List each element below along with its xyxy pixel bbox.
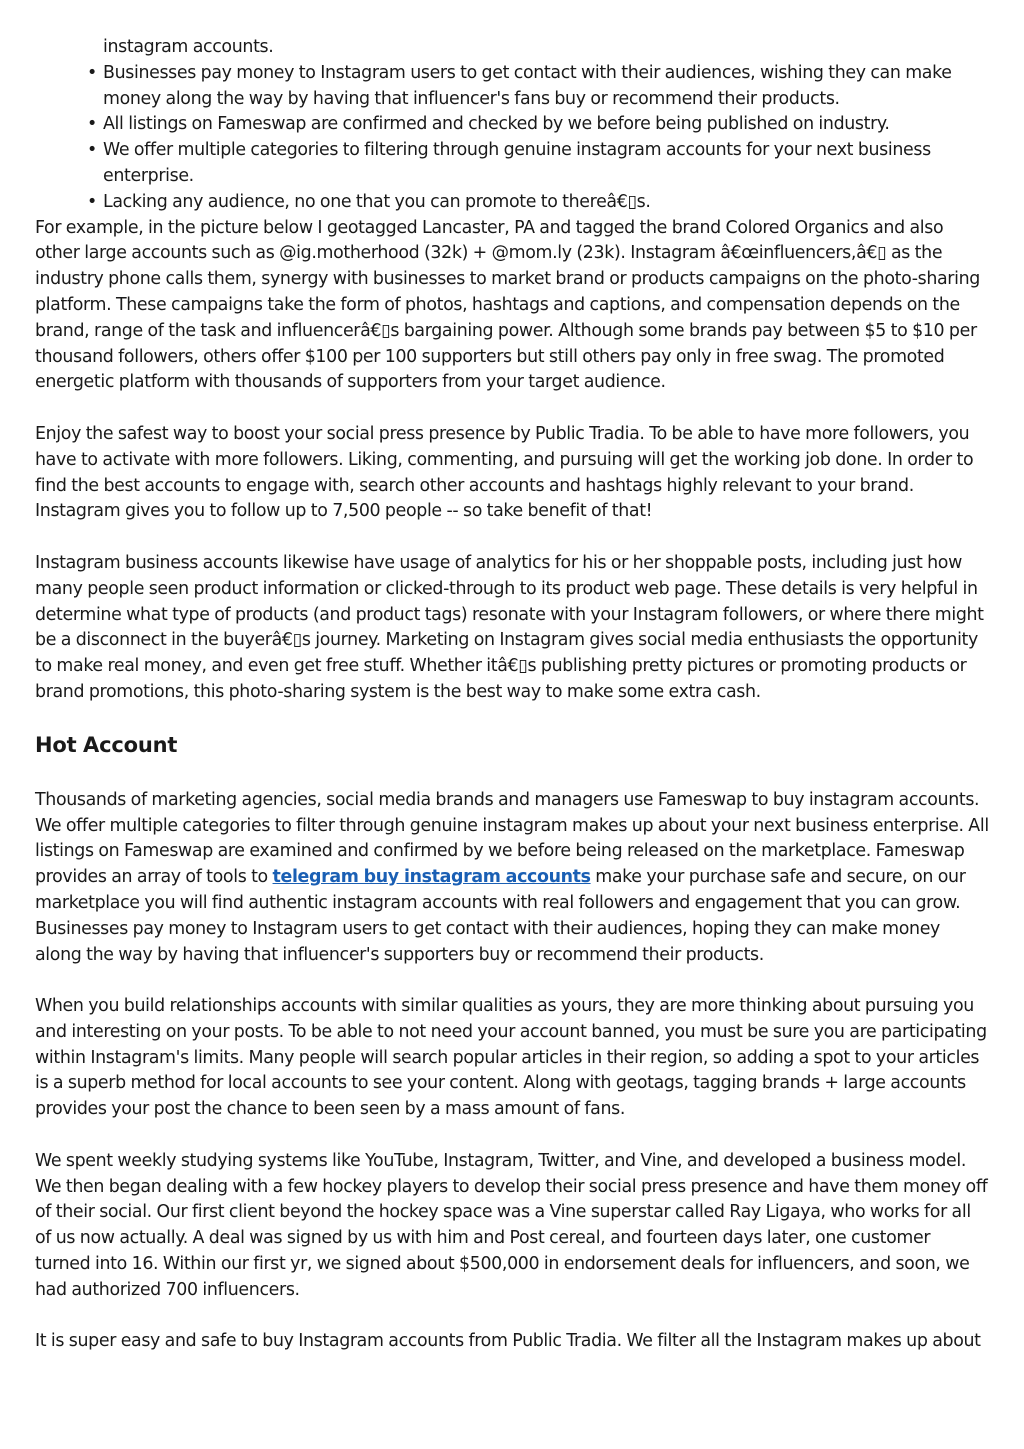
list-item: • Lacking any audience, no one that you can promote to thereâ€▯s.: [103, 190, 990, 216]
telegram-buy-instagram-accounts-link[interactable]: telegram buy instagram accounts: [272, 867, 591, 888]
paragraph: When you build relationships accounts with similar qualities as yours, they are more thinking about pursuing you and interesting on your posts. To be able to not need your account banned, you must be sure you are participating within Instagram's limits. Many people will search popular articles in their region, so adding a spot to your articles is a superb method for local accounts to see your content. Along with geotags, tagging brands + large accounts provides your post the chance to been seen by a mass amount of fans.: [35, 996, 987, 1120]
bullet-icon: •: [87, 62, 97, 83]
paragraph: For example, in the picture below I geotagged Lancaster, PA and tagged the brand Colored Organics and also other large accounts such as @ig.motherhood (32k) + @mom.ly (23k). Instagram â€œinfluencers,â€▯ as the industry phone calls them, synergy with businesses to market brand or products campaigns on the photo-sharing platform. These campaigns take the form of photos, hashtags and captions, and compensation depends on the brand, range of the task and influencerâ€▯s bargaining power. Although some brands pay between $5 to $10 per thousand followers, others offer $100 per 100 supporters but still others pay only in free swag. The promoted energetic platform with thousands of supporters from your target audience.: [35, 217, 980, 393]
bullet-icon: •: [87, 140, 97, 161]
bullet-icon: •: [87, 191, 97, 212]
bullet-icon: •: [87, 114, 97, 135]
paragraph: It is super easy and safe to buy Instagram accounts from Public Tradia. We filter all the Instagram makes up about: [35, 1331, 981, 1352]
list-item: • Businesses pay money to Instagram users to get contact with their audiences, wishing they can make money along the way by having that influencer's fans buy or recommend their products.: [87, 62, 952, 109]
paragraph: Enjoy the safest way to boost your social press presence by Public Tradia. To be able to have more followers, you have to activate with more followers. Liking, commenting, and pursuing will get the working job done. In order to find the best accounts to engage with, search other accounts and hashtags highly relevant to your brand. Instagram gives you to follow up to 7,500 people -- so take benefit of that!: [35, 423, 974, 522]
section-heading: Hot Account: [35, 732, 178, 757]
list-item: instagram accounts.: [103, 37, 274, 57]
list-item: • We offer multiple categories to filtering through genuine instagram accounts for your next business enterprise.: [87, 140, 931, 186]
paragraph: We spent weekly studying systems like YouTube, Instagram, Twitter, and Vine, and developed a business model. We then began dealing with a few hockey players to develop their social press presence and have them money off of their social. Our first client beyond the hockey space was a Vine superstar called Ray Ligaya, who works for all of us now actually. A deal was signed by us with him and Post cereal, and fourteen days later, one customer turned into 16. Within our first yr, we signed about $500,000 in endorsement deals for influencers, and soon, we had authorized 700 influencers.: [35, 1150, 988, 1300]
paragraph: Instagram business accounts likewise have usage of analytics for his or her shoppable posts, including just how many people seen product information or clicked-through to its product web page. These details is very helpful in determine what type of products (and product tags) resonate with your Instagram followers, or where there might be a disconnect in the buyerâ€▯s journey. Marketing on Instagram gives social media enthusiasts the opportunity to make real money, and even get free stuff. Whether itâ€▯s publishing pretty pictures or promoting products or brand promotions, this photo-sharing system is the best way to make some extra cash.: [35, 552, 984, 702]
paragraph-with-link: Thousands of marketing agencies, social media brands and managers use Fameswap to buy instagram accounts. We offer multiple categories to filter through genuine instagram makes up about your next business enterprise. All listings on Fameswap are examined and confirmed by we before being released on the marketplace. Fameswap provides an array of tools to telegram buy instagram accounts make your purchase safe and secure, on our marketplace you will find authentic instagram accounts with real followers and engagement that you can grow. Businesses pay money to Instagram users to get contact with their audiences, hoping they can make money along the way by having that influencer's supporters buy or recommend their products.: [35, 789, 989, 965]
bullet-list: [35, 35, 990, 216]
list-item: • All listings on Fameswap are confirmed and checked by we before being published on industry.: [103, 112, 990, 138]
